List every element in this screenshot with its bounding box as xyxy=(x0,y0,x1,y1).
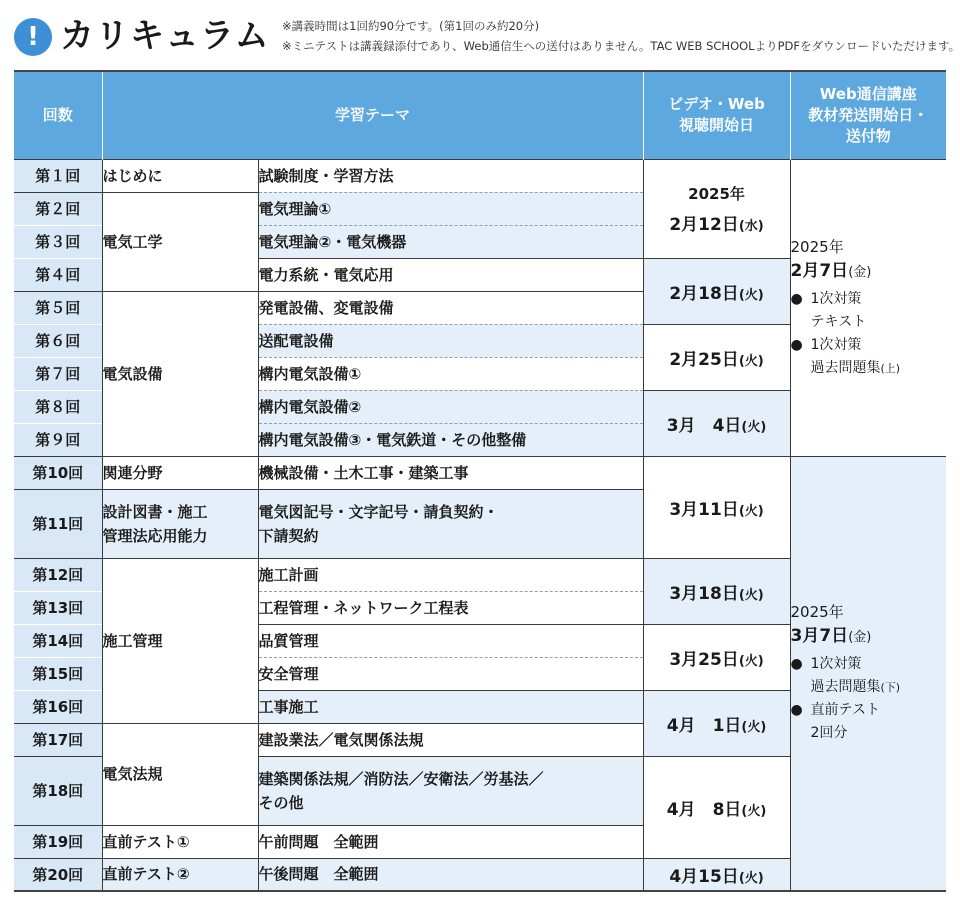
table-row xyxy=(14,159,946,192)
video-date-cell: 3月25日(火) xyxy=(643,624,790,690)
theme-cell: 電気図記号・文字記号・請負契約・ 下請契約 xyxy=(258,489,643,558)
session-number: 第20回 xyxy=(14,858,102,891)
video-date-cell: 3月 4日(火) xyxy=(643,390,790,456)
shipping-cell-mar: 2025年 3月7日(金) ● 1次対策 過去問題集(下) ● 直前テスト 2回分 xyxy=(790,456,946,891)
theme-cell: 午後問題 全範囲 xyxy=(258,858,643,891)
theme-cell: 建築関係法規／消防法／安衛法／労基法／ その他 xyxy=(258,756,643,825)
theme-cell: 試験制度・学習方法 xyxy=(258,159,643,192)
session-number: 第２回 xyxy=(14,192,102,225)
session-number: 第17回 xyxy=(14,723,102,756)
session-number: 第７回 xyxy=(14,357,102,390)
note-mini-test: ※ミニテストは講義録添付であり、Web通信生への送付はありません。TAC WEB SCHOOLよりPDFをダウンロードいただけます。 xyxy=(282,39,960,53)
video-date-cell: 3月18日(火) xyxy=(643,558,790,624)
bullet-icon: ● xyxy=(790,290,803,307)
theme-cell: 電気理論① xyxy=(258,192,643,225)
theme-cell: 電気理論②・電気機器 xyxy=(258,225,643,258)
exclamation-icon: ! xyxy=(14,18,52,56)
session-number: 第10回 xyxy=(14,456,102,489)
video-date-cell: 2月25日(火) xyxy=(643,324,790,390)
theme-cell: 構内電気設備② xyxy=(258,390,643,423)
category-cell: 直前テスト① xyxy=(102,825,258,858)
theme-cell: 送配電設備 xyxy=(258,324,643,357)
curriculum-table xyxy=(14,70,946,892)
note-lecture-time: ※講義時間は1回約90分です。(第1回のみ約20分) xyxy=(282,19,540,33)
session-number: 第18回 xyxy=(14,756,102,825)
session-number: 第４回 xyxy=(14,258,102,291)
table-header-row xyxy=(14,71,946,159)
category-cell: 電気法規 xyxy=(102,723,258,825)
video-date-cell: 4月 8日(火) xyxy=(643,756,790,858)
category-cell: 設計図書・施工 管理法応用能力 xyxy=(102,489,258,558)
video-date-cell: 2月18日(火) xyxy=(643,258,790,324)
session-number: 第９回 xyxy=(14,423,102,456)
header-video: ビデオ・Web 視聴開始日 xyxy=(643,71,790,159)
session-number: 第15回 xyxy=(14,657,102,690)
header-number: 回数 xyxy=(14,71,102,159)
header-theme: 学習テーマ xyxy=(102,71,643,159)
category-cell: 施工管理 xyxy=(102,558,258,723)
theme-cell: 構内電気設備③・電気鉄道・その他整備 xyxy=(258,423,643,456)
theme-cell: 建設業法／電気関係法規 xyxy=(258,723,643,756)
bullet-icon: ● xyxy=(790,702,803,719)
table-row xyxy=(14,456,946,489)
shipping-cell-feb: 2025年 2月7日(金) ● 1次対策 テキスト ● 1次対策 過去問題集(上) xyxy=(790,159,946,456)
page-header xyxy=(14,12,960,62)
theme-cell: 施工計画 xyxy=(258,558,643,591)
category-cell: 電気設備 xyxy=(102,291,258,456)
theme-cell: 構内電気設備① xyxy=(258,357,643,390)
theme-cell: 品質管理 xyxy=(258,624,643,657)
video-date-cell: 3月11日(火) xyxy=(643,456,790,558)
theme-cell: 午前問題 全範囲 xyxy=(258,825,643,858)
theme-cell: 発電設備、変電設備 xyxy=(258,291,643,324)
session-number: 第13回 xyxy=(14,591,102,624)
session-number: 第１回 xyxy=(14,159,102,192)
session-number: 第16回 xyxy=(14,690,102,723)
session-number: 第11回 xyxy=(14,489,102,558)
theme-cell: 安全管理 xyxy=(258,657,643,690)
category-cell: はじめに xyxy=(102,159,258,192)
video-date-cell: 4月15日(火) xyxy=(643,858,790,891)
bullet-icon: ● xyxy=(790,336,803,353)
video-date-cell: 4月 1日(火) xyxy=(643,690,790,756)
session-number: 第５回 xyxy=(14,291,102,324)
category-cell: 関連分野 xyxy=(102,456,258,489)
theme-cell: 機械設備・土木工事・建築工事 xyxy=(258,456,643,489)
session-number: 第３回 xyxy=(14,225,102,258)
theme-cell: 工事施工 xyxy=(258,690,643,723)
session-number: 第14回 xyxy=(14,624,102,657)
category-cell: 直前テスト② xyxy=(102,858,258,891)
session-number: 第８回 xyxy=(14,390,102,423)
session-number: 第19回 xyxy=(14,825,102,858)
category-cell: 電気工学 xyxy=(102,192,258,291)
session-number: 第６回 xyxy=(14,324,102,357)
video-date-cell: 2025年 2月12日(水) xyxy=(643,159,790,258)
theme-cell: 電力系統・電気応用 xyxy=(258,258,643,291)
page-title: カリキュラム xyxy=(60,16,270,56)
theme-cell: 工程管理・ネットワーク工程表 xyxy=(258,591,643,624)
session-number: 第12回 xyxy=(14,558,102,591)
header-shipping: Web通信講座 教材発送開始日・ 送付物 xyxy=(790,71,946,159)
bullet-icon: ● xyxy=(790,656,803,673)
